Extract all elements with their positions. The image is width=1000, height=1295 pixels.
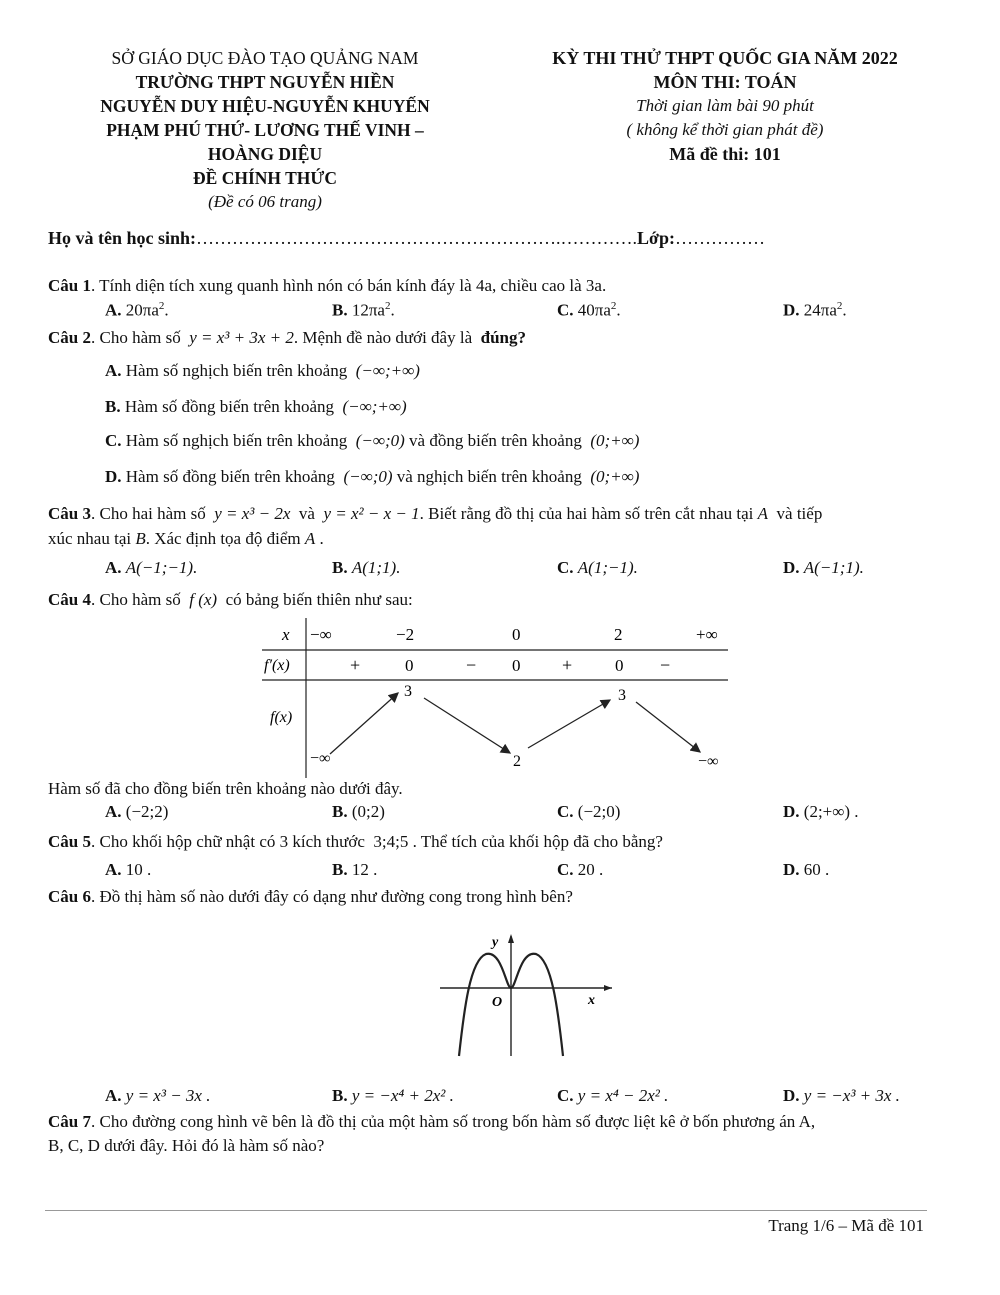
option-interval: (−∞;0) xyxy=(355,431,405,450)
school-group-line3: HOÀNG DIỆU xyxy=(207,144,323,164)
option-interval: (0;+∞) xyxy=(590,467,640,486)
question-7-text: . Cho đường cong hình vẽ bên là đồ thị của một hàm số trong bốn hàm số được liệt kê ở bốn phương án A, xyxy=(90,1112,816,1131)
question-2-emphasis: đúng? xyxy=(480,328,526,347)
question-2-text-post: . Mệnh đề nào dưới đây là xyxy=(293,328,473,347)
option-text: A(−1;−1). xyxy=(125,558,198,577)
question-3-function-1: y = x³ − 2x xyxy=(214,504,291,523)
option-letter: D. xyxy=(783,558,800,577)
option-text: (2;+∞) . xyxy=(803,802,859,821)
option-letter: C. xyxy=(557,802,574,821)
bbt-f-value: −∞ xyxy=(310,750,331,767)
option-interval: (−∞;+∞) xyxy=(355,361,420,380)
option-letter: D. xyxy=(783,300,800,320)
question-5 xyxy=(48,832,663,852)
option-text: 24πa xyxy=(803,300,837,320)
option-letter: D. xyxy=(105,467,122,486)
q6-option-a xyxy=(105,1086,210,1106)
bbt-x-label: x xyxy=(282,625,290,644)
question-4-text-2: có bảng biến thiên như sau: xyxy=(225,590,413,609)
student-name-label: Họ và tên học sinh: xyxy=(48,228,197,248)
option-letter: C. xyxy=(557,860,574,879)
bbt-sign: + xyxy=(562,655,573,675)
graph-y-label: y xyxy=(492,935,499,950)
q5-option-b xyxy=(332,860,377,880)
q1-option-a: A. $20\pi a^2$. xyxy=(105,300,169,320)
bbt-sign: − xyxy=(660,655,671,675)
bbt-sign: − xyxy=(466,655,477,675)
question-5-label: Câu 5 xyxy=(48,832,91,851)
option-letter: B. xyxy=(332,860,348,879)
question-3-function-2: y = x² − x − 1 xyxy=(323,504,420,523)
question-3-line2-text: xúc nhau tại xyxy=(48,529,132,548)
department-name: SỞ GIÁO DỤC ĐÀO TẠO QUẢNG NAM xyxy=(111,48,419,68)
option-text: y = −x⁴ + 2x² . xyxy=(351,1086,454,1105)
bbt-x-value: −∞ xyxy=(310,625,332,644)
q2-option-c xyxy=(105,431,639,451)
q5-option-d xyxy=(783,860,829,880)
q5-option-c xyxy=(557,860,603,880)
header-school-block xyxy=(40,46,490,214)
graph-origin-label: O xyxy=(492,995,503,1010)
x-axis-arrow-icon xyxy=(604,985,612,991)
option-letter: B. xyxy=(332,558,348,577)
option-letter: A. xyxy=(105,361,122,380)
q6-option-d xyxy=(783,1086,900,1106)
question-1 xyxy=(48,276,606,296)
q1-option-b: B. $12\pi a^2$. xyxy=(332,300,395,320)
question-2 xyxy=(48,328,526,348)
option-text-mid: và nghịch biến trên khoảng xyxy=(396,467,582,486)
bbt-arrow-down xyxy=(636,702,700,752)
q1-option-c: C. $40\pi a^2$. xyxy=(557,300,621,320)
point-a: A xyxy=(757,504,769,523)
question-2-label: Câu 2 xyxy=(48,328,91,347)
bbt-f-value: 3 xyxy=(404,683,412,700)
q4-option-a xyxy=(105,802,168,822)
school-group-line2: PHẠM PHÚ THỨ- LƯƠNG THẾ VINH – xyxy=(106,120,424,140)
class-blank: …………… xyxy=(675,228,766,248)
option-text: y = x⁴ − 2x² . xyxy=(577,1086,669,1105)
point-b: B xyxy=(135,529,146,548)
option-letter: B. xyxy=(332,802,348,821)
question-3-label: Câu 3 xyxy=(48,504,91,523)
page-count-note: (Đề có 06 trang) xyxy=(208,192,322,211)
question-1-text: . Tính diện tích xung quanh hình nón có bán kính đáy là 4a, chiều cao là 3a. xyxy=(90,276,607,295)
question-3-text-end: và tiếp xyxy=(776,504,823,523)
q2-option-d xyxy=(105,467,639,487)
q5-option-a xyxy=(105,860,151,880)
option-interval: (0;+∞) xyxy=(590,431,640,450)
option-letter: A. xyxy=(105,1086,122,1105)
option-text: (−2;0) xyxy=(577,802,621,821)
question-3 xyxy=(48,504,822,524)
bbt-x-value: 2 xyxy=(614,625,623,644)
q4-option-c xyxy=(557,802,620,822)
option-letter: A. xyxy=(105,558,122,577)
option-text: 40πa xyxy=(577,300,611,320)
option-text: 12πa xyxy=(351,300,385,320)
question-7-line2: B, C, D dưới đây. Hỏi đó là hàm số nào? xyxy=(48,1136,325,1155)
option-letter: B. xyxy=(105,397,121,416)
option-text: 20 . xyxy=(577,860,604,879)
option-interval: (−∞;+∞) xyxy=(342,397,407,416)
option-text: A(1;1). xyxy=(351,558,401,577)
variation-table xyxy=(258,618,738,778)
option-text: 10 . xyxy=(125,860,152,879)
question-3-text-mid: . Biết rằng đồ thị của hai hàm số trên cắt nhau tại xyxy=(419,504,754,523)
question-4-label: Câu 4 xyxy=(48,590,91,609)
option-text: 12 . xyxy=(351,860,378,879)
bbt-fprime-label: f′(x) xyxy=(264,657,290,674)
footer-divider xyxy=(45,1210,927,1211)
bbt-arrow-up xyxy=(330,693,398,754)
duration-note: ( không kể thời gian phát đề) xyxy=(626,120,824,139)
question-2-function: y = x³ + 3x + 2 xyxy=(189,328,294,347)
q4-option-d xyxy=(783,802,859,822)
option-letter: D. xyxy=(783,1086,800,1105)
question-4-prompt: Hàm số đã cho đồng biến trên khoảng nào dưới đây. xyxy=(48,779,403,798)
question-6 xyxy=(48,887,573,907)
bbt-sign: 0 xyxy=(615,656,624,675)
question-7-label: Câu 7 xyxy=(48,1112,91,1131)
q1-option-d: D. $24\pi a^2$. xyxy=(783,300,847,320)
bbt-x-value: 0 xyxy=(512,625,521,644)
q3-option-c xyxy=(557,558,638,578)
student-info-line xyxy=(48,228,765,249)
q2-option-b xyxy=(105,397,407,417)
option-letter: D. xyxy=(783,860,800,879)
bbt-arrow-up xyxy=(528,700,610,748)
bbt-f-label: f(x) xyxy=(270,709,293,726)
question-5-text-2: . Thể tích của khối hộp đã cho bằng? xyxy=(412,832,663,851)
question-6-text: . Đồ thị hàm số nào dưới đây có dạng như đường cong trong hình bên? xyxy=(90,887,573,906)
option-text: A(1;−1). xyxy=(577,558,638,577)
option-text: (0;2) xyxy=(351,802,385,821)
point-a: A xyxy=(304,529,316,548)
option-text: Hàm số nghịch biến trên khoảng xyxy=(125,361,348,380)
q3-option-d xyxy=(783,558,864,578)
duration: Thời gian làm bài 90 phút xyxy=(636,96,814,115)
question-3-line2-text-b: . Xác định tọa độ điểm xyxy=(145,529,301,548)
graph-x-label: x xyxy=(588,993,595,1008)
official-label: ĐỀ CHÍNH THỨC xyxy=(193,168,337,188)
question-4-text: . Cho hàm số xyxy=(90,590,181,609)
q4-option-b xyxy=(332,802,385,822)
option-text: y = x³ − 3x . xyxy=(125,1086,211,1105)
question-3-line2: xúc nhau tại B. Xác định tọa độ điểm A . xyxy=(48,529,324,548)
option-text: 20πa xyxy=(125,300,159,320)
option-letter: C. xyxy=(557,558,574,577)
q2-option-a xyxy=(105,361,420,381)
bbt-f-value: −∞ xyxy=(698,753,719,770)
question-5-text: . Cho khối hộp chữ nhật có 3 kích thước xyxy=(90,832,365,851)
quartic-graph xyxy=(436,930,616,1060)
question-1-label: Câu 1 xyxy=(48,276,91,295)
bbt-x-value: +∞ xyxy=(696,625,718,644)
question-4-function: f (x) xyxy=(189,590,218,609)
bbt-sign: 0 xyxy=(405,656,414,675)
question-2-text: . Cho hàm số xyxy=(90,328,181,347)
question-4 xyxy=(48,590,413,610)
option-text: A(−1;1). xyxy=(803,558,864,577)
page-footer: Trang 1/6 – Mã đề 101 xyxy=(768,1216,924,1235)
bbt-x-value: −2 xyxy=(396,625,415,644)
option-letter: C. xyxy=(557,1086,574,1105)
option-letter: A. xyxy=(105,802,122,821)
option-letter: B. xyxy=(332,1086,348,1105)
question-6-label: Câu 6 xyxy=(48,887,91,906)
bbt-sign: 0 xyxy=(512,656,521,675)
class-label: Lớp: xyxy=(637,228,676,248)
bbt-f-value: 2 xyxy=(513,753,521,770)
q3-option-b xyxy=(332,558,400,578)
question-7 xyxy=(48,1112,815,1132)
header-exam-block xyxy=(505,46,945,166)
option-text: y = −x³ + 3x . xyxy=(803,1086,900,1105)
exam-code: Mã đề thi: 101 xyxy=(669,144,781,164)
y-axis-arrow-icon xyxy=(508,934,514,943)
bbt-f-value: 3 xyxy=(618,687,626,704)
option-letter: C. xyxy=(557,300,574,320)
option-interval: (−∞;0) xyxy=(343,467,393,486)
option-text-mid: và đồng biến trên khoảng xyxy=(409,431,582,450)
option-text: 60 . xyxy=(803,860,830,879)
question-5-dimensions: 3;4;5 xyxy=(373,832,409,851)
subject: MÔN THI: TOÁN xyxy=(653,72,797,92)
q6-option-b xyxy=(332,1086,454,1106)
option-letter: C. xyxy=(105,431,122,450)
exam-title: KỲ THI THỬ THPT QUỐC GIA NĂM 2022 xyxy=(552,48,898,68)
option-letter: B. xyxy=(332,300,348,320)
bbt-arrow-down xyxy=(424,698,510,753)
option-text: Hàm số nghịch biến trên khoảng xyxy=(125,431,348,450)
school-name: TRƯỜNG THPT NGUYỄN HIỀN xyxy=(135,72,395,92)
option-text: (−2;2) xyxy=(125,802,169,821)
school-group-line1: NGUYỄN DUY HIỆU-NGUYỄN KHUYẾN xyxy=(100,96,430,116)
q6-option-c xyxy=(557,1086,668,1106)
option-letter: A. xyxy=(105,860,122,879)
question-3-and: và xyxy=(298,504,315,523)
option-letter: D. xyxy=(783,802,800,821)
option-text: Hàm số đồng biến trên khoảng xyxy=(125,467,335,486)
option-letter: A. xyxy=(105,300,122,320)
question-3-text: . Cho hai hàm số xyxy=(90,504,206,523)
option-text: Hàm số đồng biến trên khoảng xyxy=(124,397,334,416)
q3-option-a xyxy=(105,558,197,578)
bbt-sign: + xyxy=(350,655,361,675)
student-name-blank: …………………………………………………….…………. xyxy=(196,228,638,248)
